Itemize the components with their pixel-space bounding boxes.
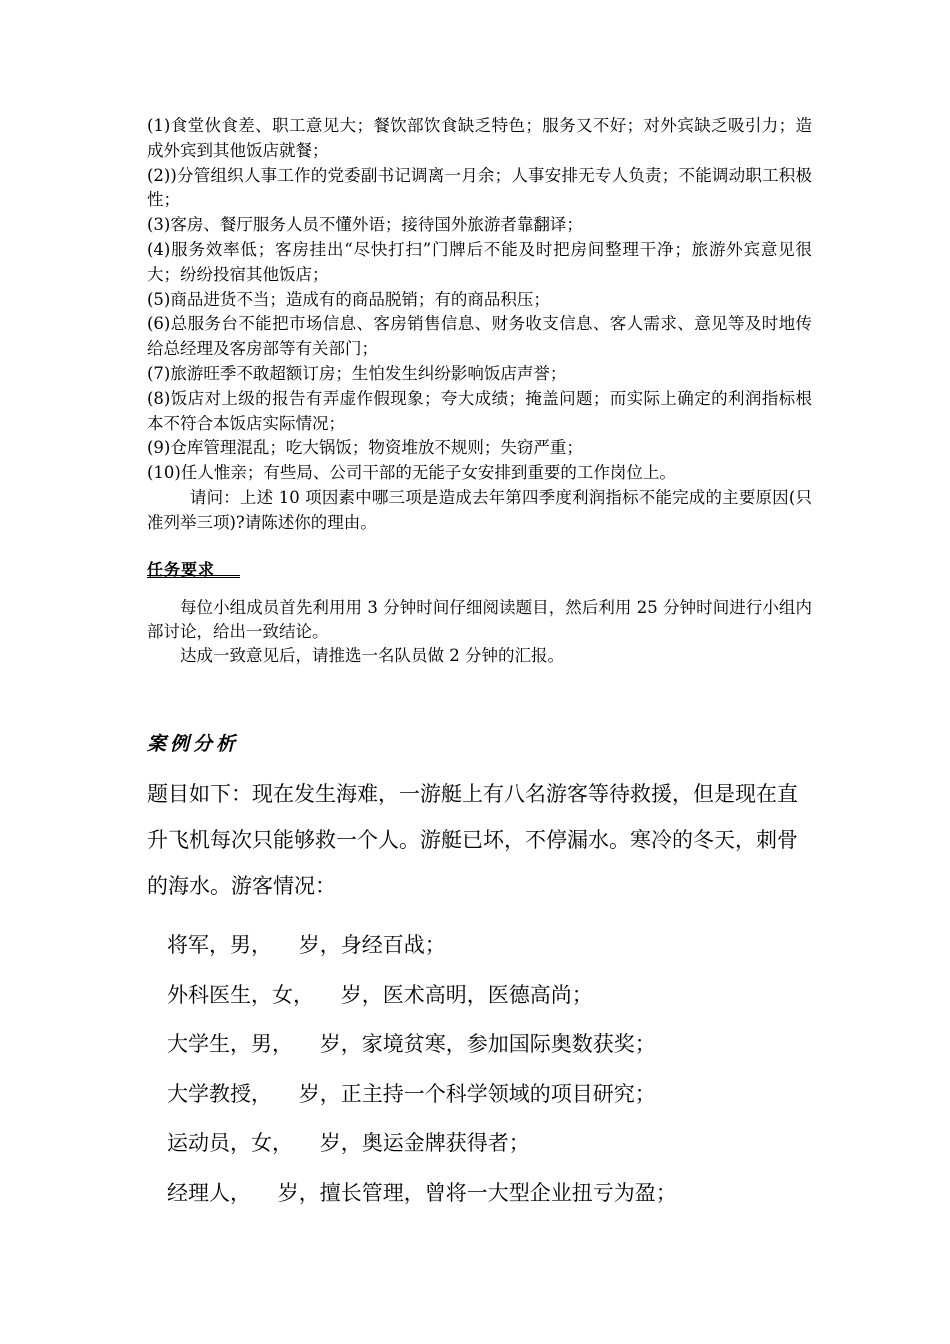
task-paragraph: 每位小组成员首先利用用 3 分钟时间仔细阅读题目，然后利用 25 分钟时间进行小组内部讨论，给出一致结论。 (147, 598, 812, 641)
list-item: (4)服务效率低；客房挂出“尽快打扫”门牌后不能及时把房间整理干净；旅游外宾意见很大；纷纷投宿其他饭店； (147, 239, 812, 284)
passenger-item: 大学教授， 岁，正主持一个科学领域的项目研究； (167, 1081, 656, 1106)
list-item: (5)商品进货不当；造成有的商品脱销；有的商品积压； (147, 289, 550, 309)
case-intro (147, 771, 817, 909)
list-item: (6)总服务台不能把市场信息、客房销售信息、财务收支信息、客人需求、意见等及时地传给总经理及客房部等有关部门； (147, 314, 812, 359)
passenger-item: 运动员，女， 岁，奥运金牌获得者； (167, 1131, 530, 1155)
list-item: (9)仓库管理混乱；吃大锅饭；物资堆放不规则；失窃严重； (147, 438, 583, 458)
list-item: (10)任人惟亲；有些局、公司干部的无能子女安排到重要的工作岗位上。 (147, 463, 676, 483)
list-item: (7)旅游旺季不敢超额订房；生怕发生纠纷影响饭店声誉； (147, 363, 567, 383)
task-heading: 任务要求 (147, 560, 216, 579)
question-text: 请问：上述 10 项因素中哪三项是造成去年第四季度利润指标不能完成的主要原因(只准列举三项)?请陈述你的理由。 (147, 487, 812, 532)
list-item: (1)食堂伙食差、职工意见大；餐饮部饮食缺乏特色；服务又不好；对外宾缺乏吸引力；造成外宾到其他饭店就餐； (147, 116, 812, 160)
case-heading: 案例分析 (147, 733, 240, 755)
list-item: (2))分管组织人事工作的党委副书记调离一月余；人事安排无专人负责；不能调动职工积极性； (147, 165, 812, 210)
passenger-item: 外科医生，女， 岁，医术高明，医德高尚； (167, 982, 593, 1007)
passenger-list (167, 921, 807, 1218)
passenger-item: 大学生，男， 岁，家境贫寒，参加国际奥数获奖； (167, 1032, 656, 1056)
task-paragraph: 达成一致意见后，请推选一名队员做 2 分钟的汇报。 (180, 646, 564, 665)
case-intro-text: 题目如下：现在发生海难，一游艇上有八名游客等待救援，但是现在直升飞机每次只能够救一个人。游艇已坏，不停漏水。寒冷的冬天，刺骨的海水。游客情况： (147, 782, 798, 898)
passenger-item: 将军，男， 岁，身经百战； (167, 933, 446, 957)
task-requirements (147, 596, 812, 668)
list-item: (8)饭店对上级的报告有弄虚作假现象；夸大成绩；掩盖问题；而实际上确定的利润指标根本不符合本饭店实际情况； (147, 388, 812, 433)
list-item: (3)客房、餐厅服务人员不懂外语；接待国外旅游者靠翻译； (147, 215, 583, 235)
heading-underline (147, 575, 240, 578)
factor-list (147, 114, 812, 536)
passenger-item: 经理人， 岁，擅长管理，曾将一大型企业扭亏为盈； (167, 1180, 677, 1205)
